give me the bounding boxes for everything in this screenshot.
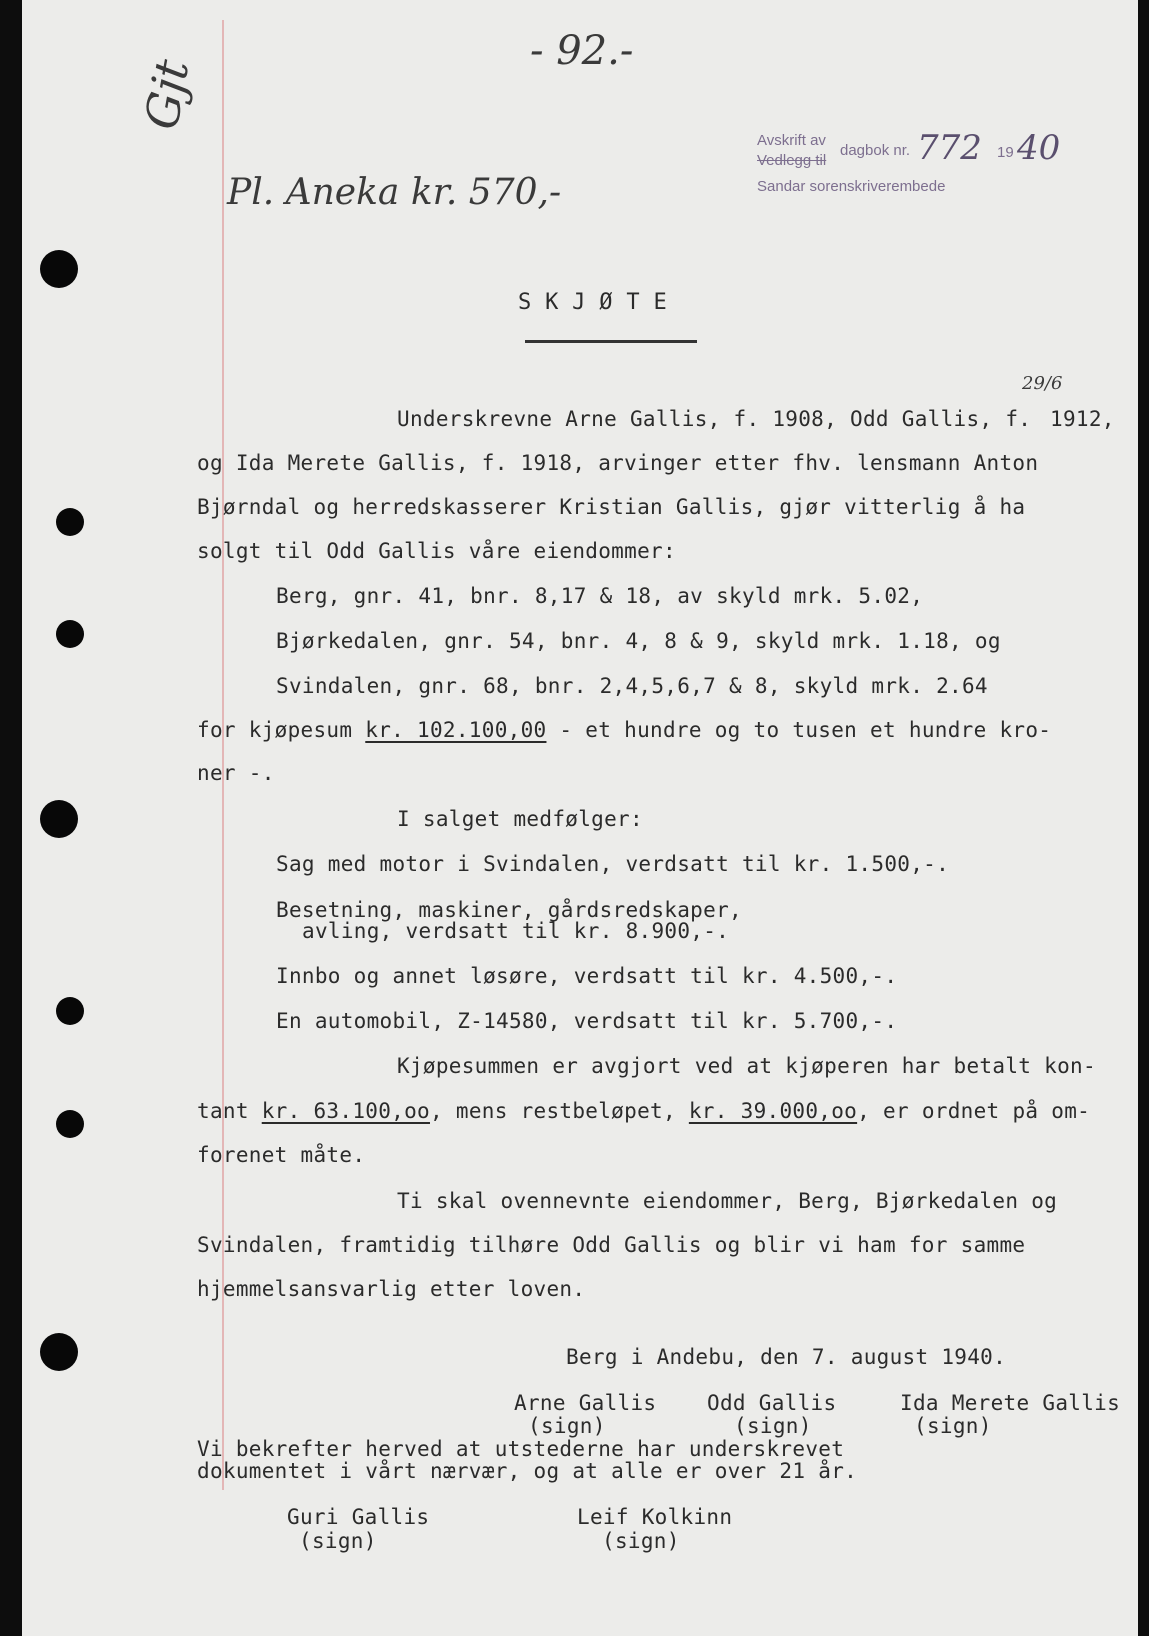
handwritten-fee: Pl. Aneka kr. 570,- <box>227 172 562 213</box>
price-text-b: - et hundre og to tusen et hundre kro- <box>546 718 1052 742</box>
signatory-name: Odd Gallis <box>707 1391 837 1415</box>
property-line: Bjørkedalen, gnr. 54, bnr. 4, 8 & 9, skyld mrk. 1.18, og <box>276 629 1001 653</box>
margin-line <box>222 20 224 1490</box>
punch-hole <box>56 620 84 648</box>
punch-hole <box>56 1110 84 1138</box>
punch-hole <box>56 997 84 1025</box>
page-number: - 92.- <box>530 28 634 74</box>
text-line: ner -. <box>197 761 275 785</box>
included-item: avling, verdsatt til kr. 8.900,-. <box>302 919 730 943</box>
price-line <box>197 717 1051 743</box>
payment-text-a: tant <box>197 1099 262 1123</box>
punch-hole <box>40 800 78 838</box>
document-title: S K J Ø T E <box>518 290 667 315</box>
property-line: Svindalen, gnr. 68, bnr. 2,4,5,6,7 & 8, skyld mrk. 2.64 <box>276 674 988 698</box>
sign-mark: (sign) <box>914 1414 992 1438</box>
payment-line <box>197 1098 1090 1124</box>
text-line: solgt til Odd Gallis våre eiendommer: <box>197 539 676 563</box>
included-item: Innbo og annet løsøre, verdsatt til kr. 4.500,-. <box>276 964 898 988</box>
sign-mark: (sign) <box>734 1414 812 1438</box>
stamp-year: 40 <box>1017 128 1061 168</box>
text-line: Svindalen, framtidig tilhøre Odd Gallis og blir vi ham for samme <box>197 1233 1026 1257</box>
payment-text-c: , er ordnet på om- <box>857 1099 1091 1123</box>
text-line: Ti skal ovennevnte eiendommer, Berg, Bjørkedalen og <box>397 1189 1058 1213</box>
stamp-year-prefix: 19 <box>997 144 1014 161</box>
price-amount: kr. 102.100,00 <box>365 718 547 742</box>
included-heading: I salget medfølger: <box>397 807 643 831</box>
document-page <box>22 0 1138 1636</box>
text-line: Kjøpesummen er avgjort ved at kjøperen har betalt kon- <box>397 1054 1096 1078</box>
witness-name: Leif Kolkinn <box>577 1505 733 1529</box>
witness-statement: dokumentet i vårt nærvær, og at alle er over 21 år. <box>197 1459 858 1483</box>
stamp-dagbok-label: dagbok nr. <box>840 142 911 159</box>
margin-initials: Gjt <box>134 55 200 134</box>
text-line: Bjørndal og herredskasserer Kristian Gallis, gjør vitterlig å ha <box>197 495 1026 519</box>
stamp-dagbok-number: 772 <box>917 128 982 168</box>
punch-hole <box>40 250 78 288</box>
stamp-office: Sandar sorenskriverembede <box>757 178 946 195</box>
text-line: forenet måte. <box>197 1143 366 1167</box>
punch-hole <box>40 1333 78 1371</box>
text-line: hjemmelsansvarlig etter loven. <box>197 1277 586 1301</box>
included-item: Besetning, maskiner, gårdsredskaper, <box>276 898 742 922</box>
witness-name: Guri Gallis <box>287 1505 430 1529</box>
stamp-line1: Avskrift av <box>757 132 826 149</box>
included-item: En automobil, Z-14580, verdsatt til kr. 5.700,-. <box>276 1009 898 1033</box>
stamp-line1-struck: Vedlegg til <box>757 152 827 169</box>
included-item: Sag med motor i Svindalen, verdsatt til kr. 1.500,-. <box>276 852 950 876</box>
sign-mark: (sign) <box>602 1529 680 1553</box>
text-line: og Ida Merete Gallis, f. 1918, arvinger etter fhv. lensmann Anton <box>197 451 1039 475</box>
sign-mark: (sign) <box>528 1414 606 1438</box>
remaining-amount: kr. 39.000,oo <box>688 1099 858 1123</box>
text-line: Underskrevne Arne Gallis, f. 1908, Odd Gallis, f. <box>397 407 1032 431</box>
title-underline <box>525 340 697 343</box>
witness-statement: Vi bekrefter herved at utstederne har underskrevet <box>197 1437 845 1461</box>
signatory-name: Arne Gallis <box>514 1391 657 1415</box>
payment-text-b: , mens restbeløpet, <box>429 1099 689 1123</box>
property-line: Berg, gnr. 41, bnr. 8,17 & 18, av skyld mrk. 5.02, <box>276 584 924 608</box>
text-line: 1912, <box>1050 407 1115 431</box>
sign-mark: (sign) <box>299 1529 377 1553</box>
signatory-name: Ida Merete Gallis <box>900 1391 1121 1415</box>
place-date: Berg i Andebu, den 7. august 1940. <box>566 1345 1007 1369</box>
price-text-a: for kjøpesum <box>197 718 366 742</box>
punch-hole <box>56 508 84 536</box>
handwritten-date: 29/6 <box>1022 373 1063 394</box>
cash-amount: kr. 63.100,oo <box>261 1099 430 1123</box>
